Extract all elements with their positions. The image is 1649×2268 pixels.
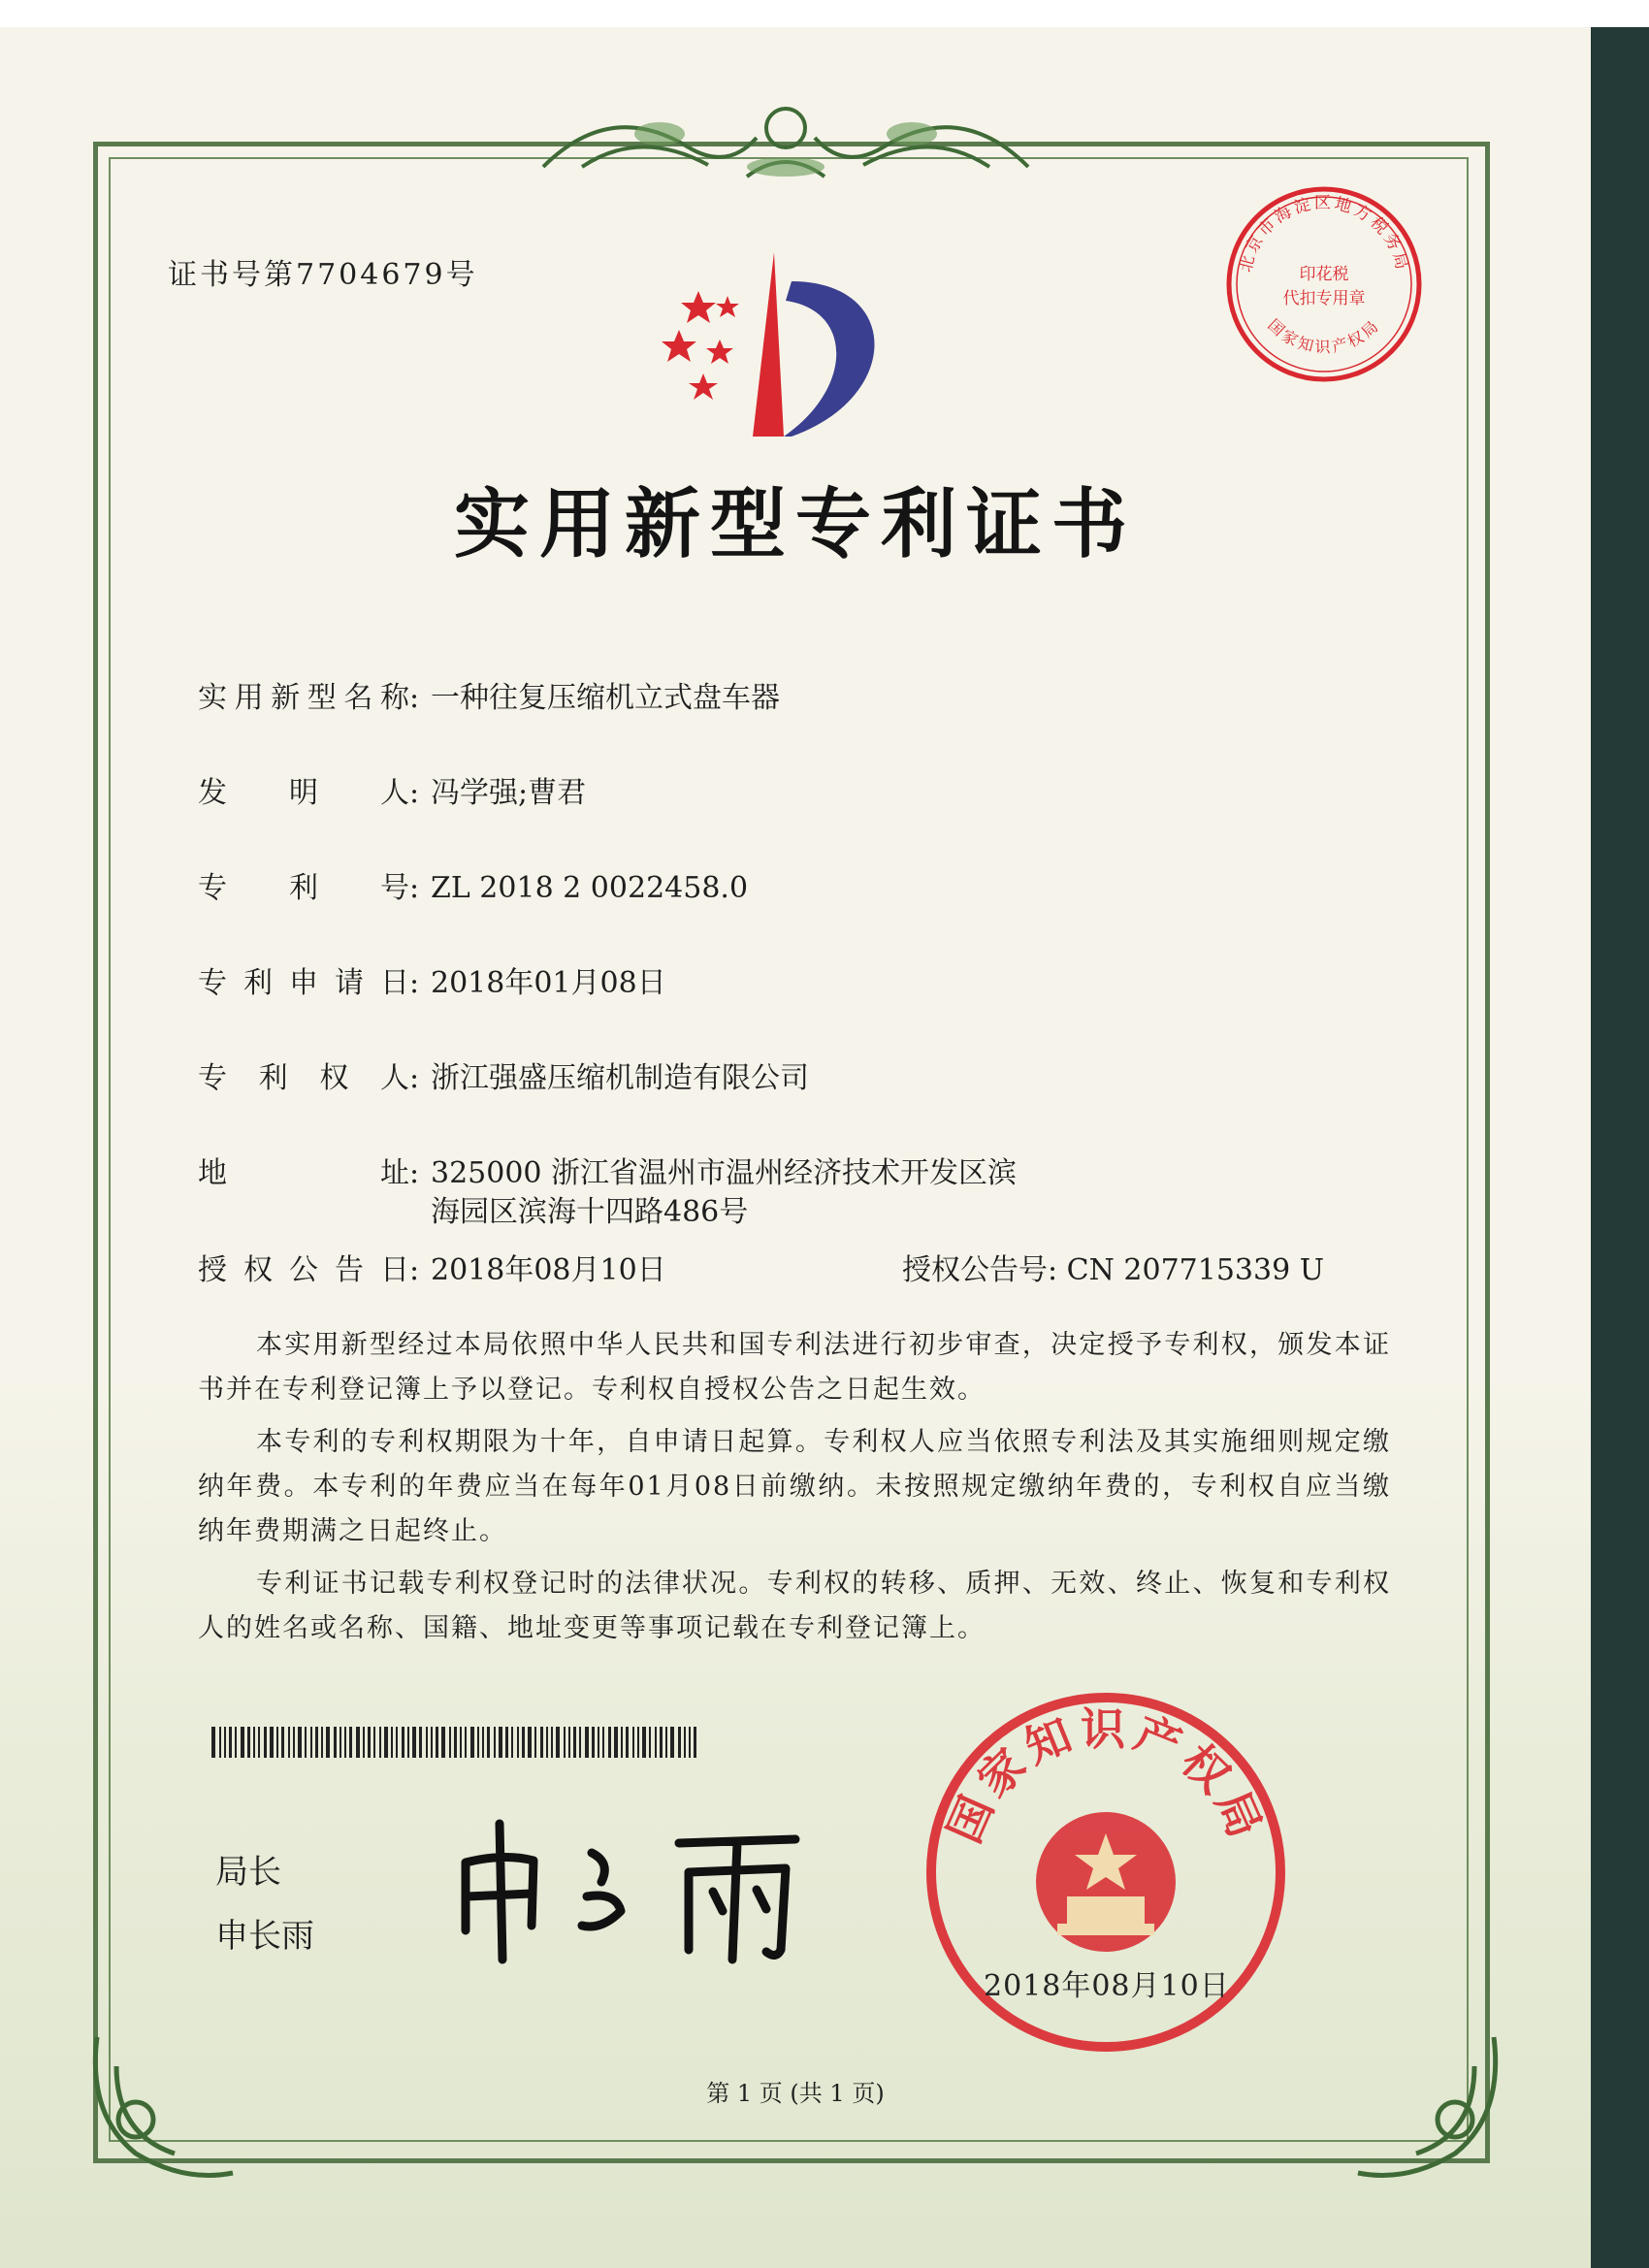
svg-text:北京市海淀区地方税务局 — [1236, 194, 1411, 275]
statement-paragraph-3: 专利证书记载专利权登记时的法律状况。专利权的转移、质押、无效、终止、恢复和专利权人的姓名或名称、国籍、地址变更等事项记载在专利登记簿上。 — [198, 1569, 1391, 1643]
corner-ornament-right — [1348, 2027, 1513, 2192]
corner-ornament-left — [78, 2027, 242, 2192]
field-label: 专利权人 — [198, 1061, 409, 1095]
field-label: 实用新型名称 — [198, 681, 409, 715]
barcode — [211, 1727, 696, 1758]
tax-stamp — [1222, 182, 1426, 386]
field-filing-date: 专利申请日: 2018年01月08日 — [198, 964, 666, 1003]
field-label: 授权公告号 — [902, 1253, 1048, 1287]
field-value: CN 207715339 U — [1066, 1253, 1324, 1287]
page-title: 实用新型专利证书 — [453, 481, 1137, 568]
field-grant-date: 授权公告日: 2018年08月10日 — [198, 1251, 666, 1290]
field-address: 地址: 325000 浙江省温州市温州经济技术开发区滨海园区滨海十四路486号 — [198, 1154, 1032, 1232]
scan-dark-edge — [1591, 27, 1649, 2268]
field-label: 地址 — [198, 1156, 409, 1190]
director-name: 申长雨 — [215, 1917, 314, 1956]
field-label: 授权公告日 — [198, 1253, 409, 1287]
field-value: 浙江强盛压缩机制造有限公司 — [431, 1061, 809, 1095]
field-label: 专利申请日 — [198, 966, 409, 1000]
field-value: ZL 2018 2 0022458.0 — [431, 871, 749, 905]
field-utility-model-name: 实用新型名称: 一种往复压缩机立式盘车器 — [198, 679, 780, 718]
field-value: 325000 浙江省温州市温州经济技术开发区滨海园区滨海十四路486号 — [431, 1156, 1018, 1229]
field-value: 2018年01月08日 — [431, 966, 666, 1000]
seal-date: 2018年08月10日 — [984, 1969, 1230, 2003]
certificate-number: 证书号第7704679号 — [168, 258, 478, 292]
field-patentee: 专利权人: 浙江强盛压缩机制造有限公司 — [198, 1059, 809, 1098]
field-value: 冯学强;曹君 — [431, 776, 587, 810]
statement-paragraph-2: 本专利的专利权期限为十年，自申请日起算。专利权人应当依照专利法及其实施细则规定缴纳年费。本专利的年费应当在每年01月08日前缴纳。未按照规定缴纳年费的，专利权自应当缴纳年费期满之日起终止。 — [198, 1427, 1391, 1546]
sipo-logo — [660, 243, 912, 446]
tax-stamp-line-2: 代扣专用章 — [1282, 289, 1366, 308]
tax-stamp-line-1: 印花税 — [1299, 265, 1349, 284]
tax-stamp-ring-text: 北京市海淀区地方税务局 — [1236, 193, 1412, 275]
field-label: 发明人 — [198, 776, 409, 810]
statement-paragraph-1: 本实用新型经过本局依照中华人民共和国专利法进行初步审查，决定授予专利权，颁发本证书并在专利登记簿上予以登记。专利权自授权公告之日起生效。 — [198, 1330, 1391, 1405]
tax-stamp-bottom-text: 国家知识产权局 — [1264, 315, 1384, 357]
field-value: 2018年08月10日 — [431, 1253, 666, 1287]
page-number: 第 1 页 (共 1 页) — [706, 2080, 885, 2107]
field-patent-number: 专利号: ZL 2018 2 0022458.0 — [198, 869, 748, 908]
svg-text:国家知识产权局 — [1264, 315, 1383, 356]
director-signature — [446, 1804, 815, 1969]
seal-text: 国家知识产权局 — [937, 1702, 1275, 1851]
field-inventor: 发明人: 冯学强;曹君 — [198, 774, 586, 813]
field-grant-number: 授权公告号: CN 207715339 U — [902, 1253, 1324, 1287]
scan-top-margin — [0, 0, 1649, 27]
director-title: 局长 — [215, 1853, 281, 1892]
field-value: 一种往复压缩机立式盘车器 — [431, 681, 780, 715]
top-ornament — [524, 89, 1048, 190]
field-label: 专利号 — [198, 871, 409, 905]
